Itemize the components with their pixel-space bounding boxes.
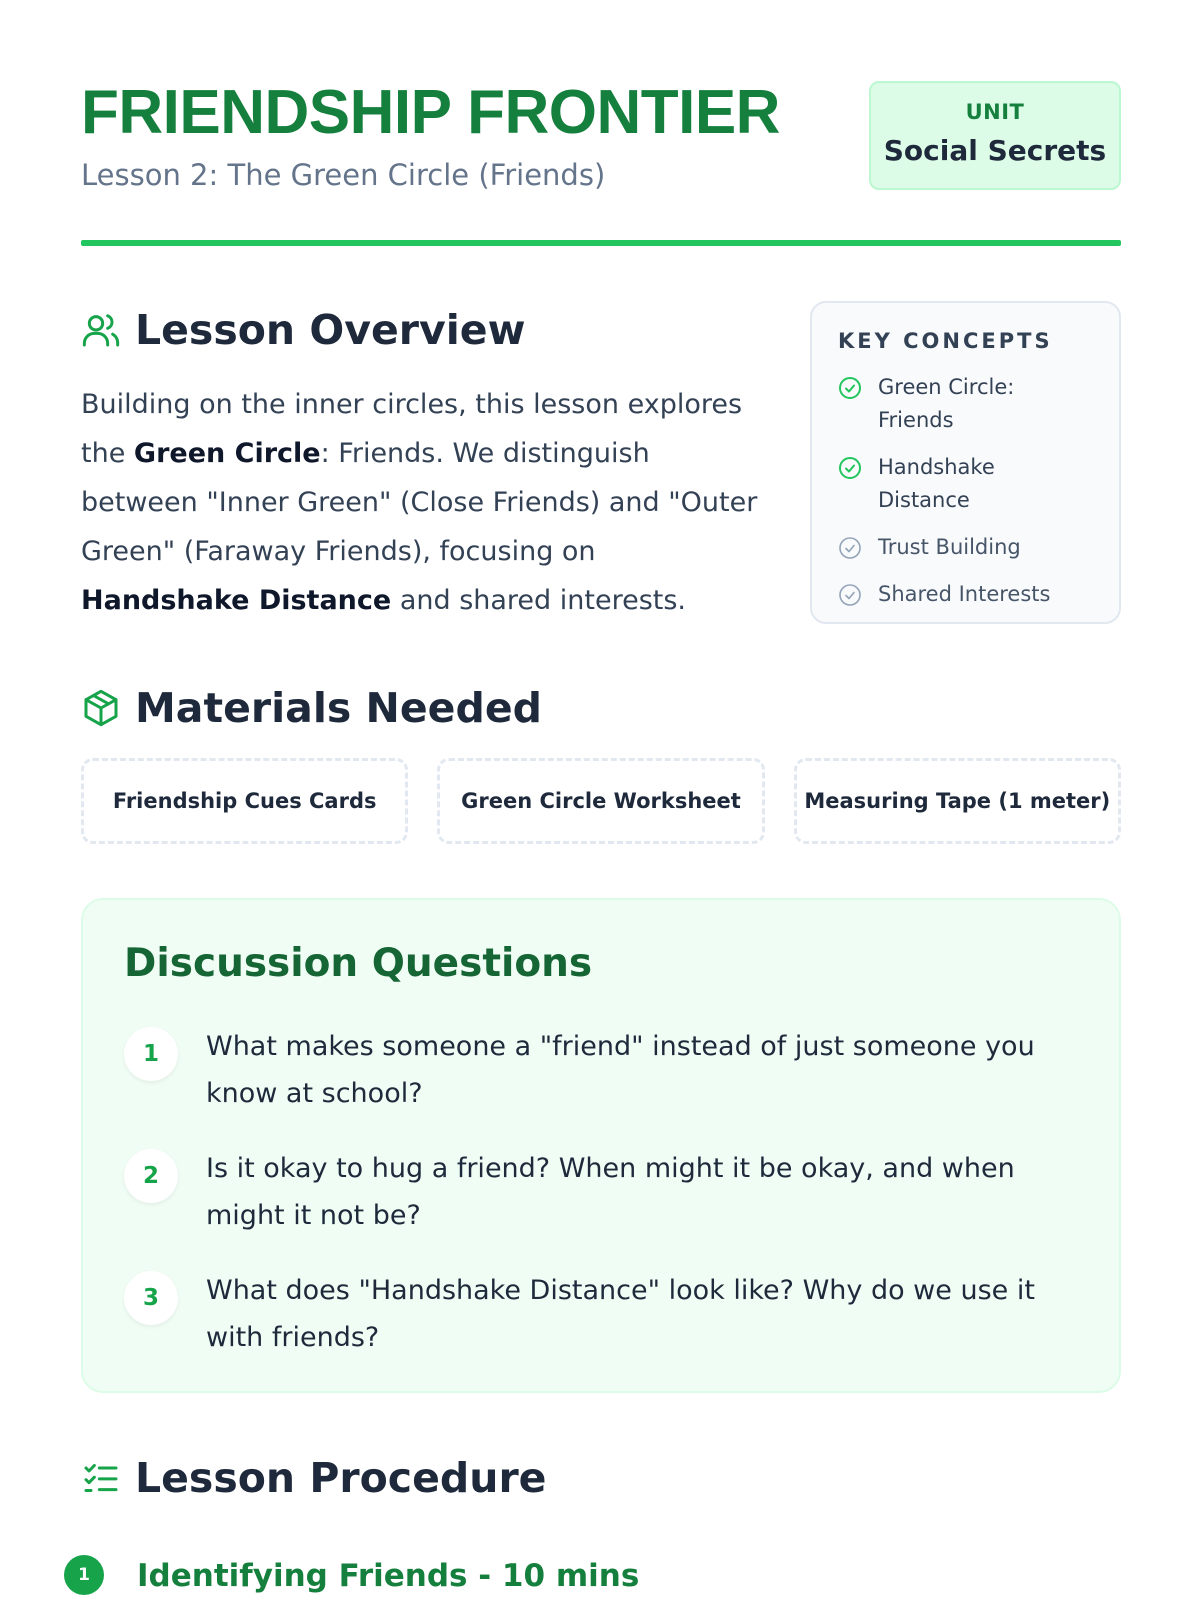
key-concepts-card <box>810 301 1121 624</box>
step-number-badge: 1 <box>64 1555 104 1595</box>
discussion-question <box>124 1145 1078 1239</box>
key-concepts-list <box>838 371 1093 611</box>
material-item: Friendship Cues Cards <box>81 758 408 844</box>
overview-heading <box>81 306 525 354</box>
check-circle-icon <box>838 536 862 560</box>
material-item: Green Circle Worksheet <box>437 758 764 844</box>
concept-label: Handshake Distance <box>878 455 995 512</box>
question-text: What does "Handshake Distance" look like? Why do we use it with friends? <box>206 1275 1035 1353</box>
overview-text-part: and shared interests. <box>391 585 686 616</box>
users-icon <box>81 310 121 350</box>
step-title: Identifying Friends - 10 mins <box>137 1558 640 1594</box>
lesson-subtitle: Lesson 2: The Green Circle (Friends) <box>81 158 606 192</box>
overview-heading-text: Lesson Overview <box>135 306 526 354</box>
discussion-question <box>124 1023 1078 1117</box>
list-checks-icon <box>81 1458 121 1498</box>
unit-label: UNIT <box>965 100 1025 124</box>
overview-emphasis: Green Circle <box>133 438 321 469</box>
page-title: FRIENDSHIP FRONTIER <box>81 78 780 147</box>
concept-label: Shared Interests <box>878 582 1051 606</box>
header-divider <box>81 240 1121 246</box>
concept-item <box>838 451 1093 517</box>
overview-paragraph <box>81 380 771 625</box>
check-circle-icon <box>838 376 862 400</box>
overview-emphasis: Handshake Distance <box>81 585 392 616</box>
material-item: Measuring Tape (1 meter) <box>794 758 1121 844</box>
check-circle-icon <box>838 456 862 480</box>
overview-text-part: : Friends. We distinguish between "Inner Green" (Close Friends) and "Outer Green" (Faraway Friends), focusing on <box>81 438 758 567</box>
package-icon <box>81 688 121 728</box>
unit-badge <box>869 81 1121 190</box>
materials-list <box>81 758 1121 844</box>
concept-label: Green Circle: Friends <box>878 375 1015 432</box>
materials-heading <box>81 684 542 732</box>
discussion-question <box>124 1267 1078 1361</box>
check-circle-icon <box>838 583 862 607</box>
discussion-title: Discussion Questions <box>124 941 593 986</box>
concept-item <box>838 578 1093 611</box>
materials-heading-text: Materials Needed <box>135 684 542 732</box>
question-text: What makes someone a "friend" instead of just someone you know at school? <box>206 1031 1035 1109</box>
unit-name: Social Secrets <box>883 134 1107 167</box>
lesson-plan-page <box>78 0 1121 1600</box>
key-concepts-title: KEY CONCEPTS <box>838 329 1053 353</box>
discussion-questions-card <box>81 898 1121 1393</box>
question-number-badge: 3 <box>124 1271 178 1325</box>
overview-text-part: Building on the inner circles, this lesson explores the <box>81 389 743 469</box>
question-number-badge: 1 <box>124 1027 178 1081</box>
question-number-badge: 2 <box>124 1149 178 1203</box>
concept-label: Trust Building <box>878 535 1021 559</box>
procedure-heading-text: Lesson Procedure <box>135 1454 547 1502</box>
procedure-heading <box>81 1454 546 1502</box>
question-text: Is it okay to hug a friend? When might it be okay, and when might it not be? <box>206 1153 1015 1231</box>
concept-item <box>838 531 1093 564</box>
discussion-question-list <box>124 1023 1078 1361</box>
concept-item <box>838 371 1093 437</box>
